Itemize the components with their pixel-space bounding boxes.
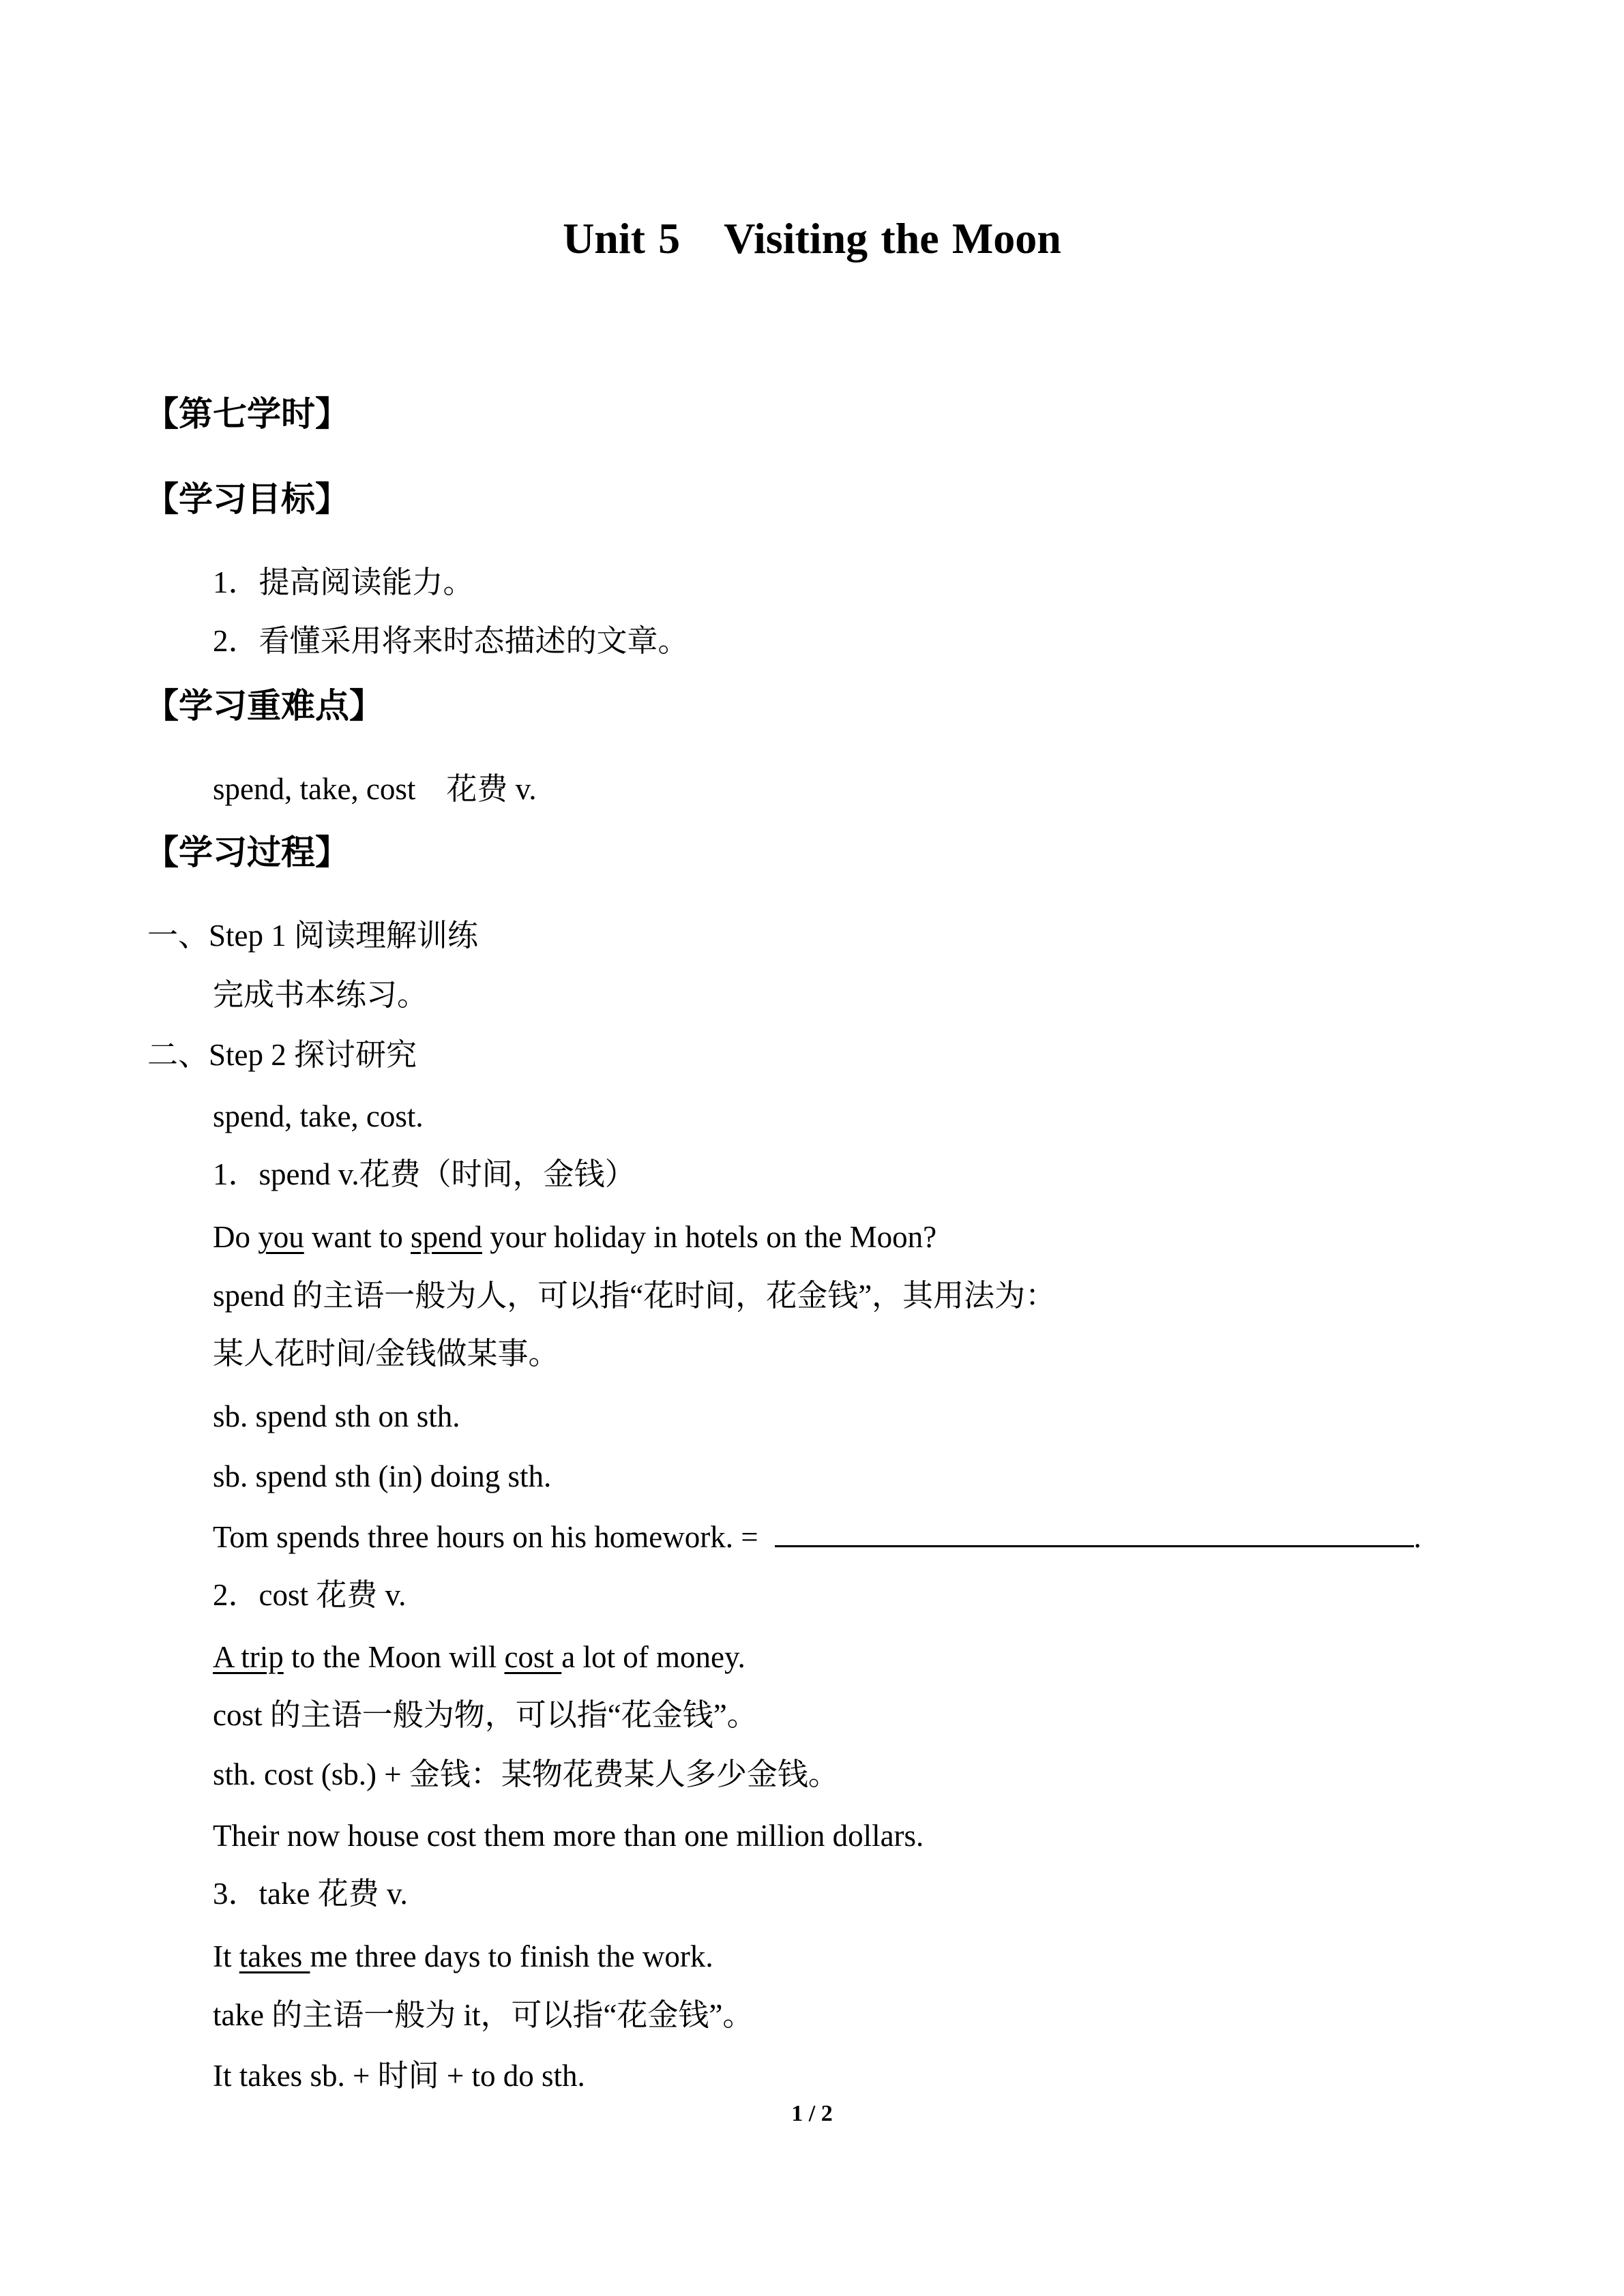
spend-pattern-2: sb. spend sth (in) doing sth. xyxy=(213,1459,552,1493)
spend-example-part-a: Do xyxy=(213,1220,259,1254)
step1-content: 完成书本练习。 xyxy=(213,978,428,1012)
process-heading: 【学习过程】 xyxy=(145,833,349,872)
take-example-part-b: me three days to finish the work. xyxy=(310,1939,713,1973)
spend-example-part-b: want to xyxy=(304,1220,411,1254)
spend-pattern-1: sb. spend sth on sth. xyxy=(213,1399,460,1433)
spend-example-part-c: your holiday in hotels on the Moon? xyxy=(482,1220,937,1254)
spend-heading: 1．spend v.花费（时间，金钱） xyxy=(213,1157,636,1191)
spend-note-2: 某人花时间/金钱做某事。 xyxy=(213,1337,559,1371)
key-points-heading: 【学习重难点】 xyxy=(145,686,383,726)
document-title: Unit 5 Visiting the Moon xyxy=(563,214,1061,263)
page-number: 1 / 2 xyxy=(791,2101,833,2126)
cost-pattern: sth. cost (sb.) + 金钱：某物花费某人多少金钱。 xyxy=(213,1757,839,1791)
cost-example xyxy=(213,1635,745,1679)
spend-exercise xyxy=(213,1515,1421,1559)
answer-blank[interactable] xyxy=(775,1518,1414,1547)
objective-item-2: 2．看懂采用将来时态描述的文章。 xyxy=(213,624,689,658)
spend-example-underlined-subject: you xyxy=(258,1220,304,1254)
lesson-heading: 【第七学时】 xyxy=(145,394,349,434)
spend-example-underlined-verb: spend xyxy=(410,1220,482,1254)
take-example-part-a: It xyxy=(213,1939,239,1973)
cost-example-part-b: to the Moon will xyxy=(283,1640,505,1674)
spend-example xyxy=(213,1215,936,1259)
objective-item-1: 1．提高阅读能力。 xyxy=(213,565,474,599)
take-note: take 的主语一般为 it，可以指“花金钱”。 xyxy=(213,1998,754,2032)
cost-example-underlined-subject: A trip xyxy=(213,1640,284,1674)
take-heading: 3．take 花费 v. xyxy=(213,1877,408,1911)
take-example xyxy=(213,1935,713,1978)
key-point-text: spend, take, cost 花费 v. xyxy=(213,772,537,806)
cost-note: cost 的主语一般为物，可以指“花金钱”。 xyxy=(213,1698,758,1732)
cost-example-2: Their now house cost them more than one million dollars. xyxy=(213,1819,924,1853)
step2-intro: spend, take, cost. xyxy=(213,1099,424,1133)
step1-title: 一、Step 1 阅读理解训练 xyxy=(147,919,479,953)
take-pattern: It takes sb. + 时间 + to do sth. xyxy=(213,2059,585,2093)
spend-exercise-sentence: Tom spends three hours on his homework. = xyxy=(213,1520,758,1554)
objectives-heading: 【学习目标】 xyxy=(145,479,349,519)
cost-example-underlined-verb: cost xyxy=(504,1640,562,1674)
cost-example-part-c: a lot of money. xyxy=(561,1640,745,1674)
cost-heading: 2．cost 花费 v. xyxy=(213,1578,407,1612)
take-example-underlined-verb: takes xyxy=(239,1939,310,1973)
spend-note-1: spend 的主语一般为人，可以指“花时间，花金钱”，其用法为： xyxy=(213,1279,1057,1313)
step2-title: 二、Step 2 探讨研究 xyxy=(147,1038,417,1072)
spend-exercise-end: . xyxy=(1413,1520,1421,1554)
